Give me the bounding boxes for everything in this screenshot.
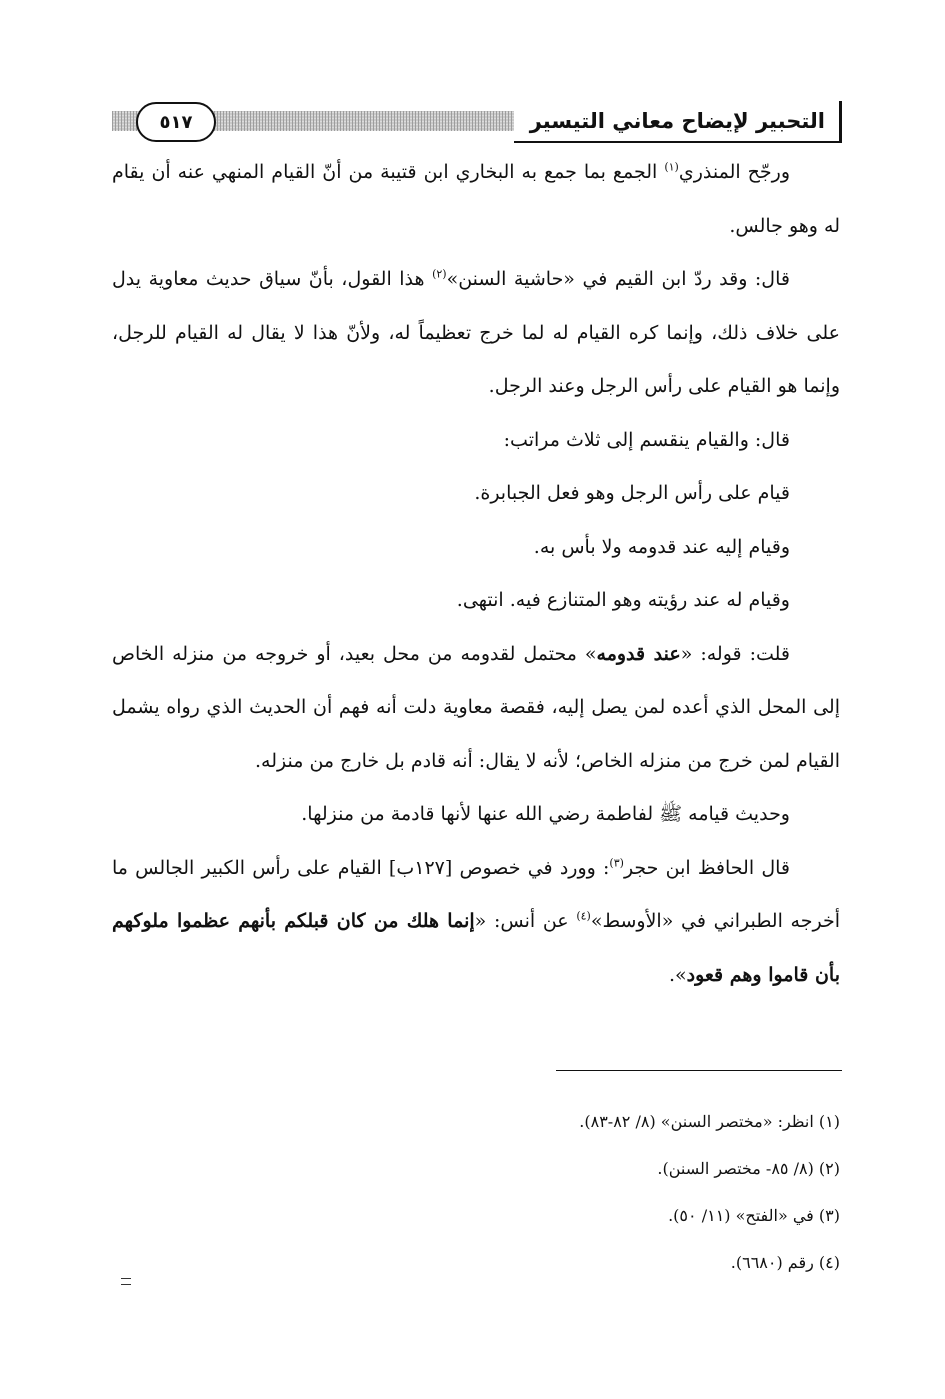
paragraph-9: قال الحافظ ابن حجر$^{(٣)}$: وورد في خصوص [١٢٧ب] القيام على رأس الكبير الجالس ما أخرجه الطبراني في «الأوسط»$^{(٤)}$ عن أنس: «إنما هلك من كان قبلكم بأنهم عظموا ملوكهم بأن قاموا وهم قعود». (112, 856, 840, 986)
footnotes (112, 1098, 840, 1286)
footnote-1: (١) انظر: «مختصر السنن» (٨/ ٨٢-٨٣). (579, 1112, 840, 1131)
hadith-quote: إنما هلك من كان قبلكم بأنهم عظموا ملوكهم بأن قاموا وهم قعود (112, 910, 840, 986)
footnote-4: (٤) رقم (٦٦٨٠). (730, 1253, 840, 1272)
footnote-ref-3: (٣) (609, 856, 624, 870)
running-header (112, 101, 842, 143)
main-text (112, 146, 840, 1002)
paragraph-1: ورجّح المنذري$^{(١)}$ الجمع بما جمع به البخاري ابن قتيبة من أنّ القيام المنهي عنه أن يقام له وهو جالس. (112, 160, 840, 237)
footnote-3: (٣) في «الفتح» (١١/ ٥٠). (668, 1206, 840, 1225)
paragraph-2: قال: وقد ردّ ابن القيم في «حاشية السنن»$^{(٢)}$ هذا القول، بأنّ سياق حديث معاوية يدل على خلاف ذلك، وإنما كره القيام له لما خرج تعظيماً له، ولأنّ هذا لا يقال له القيام للرجل، وإنما هو القيام على رأس الرجل وعند الرجل. (112, 267, 840, 397)
page-number: ٥١٧ (136, 102, 216, 142)
footnote-ref-2: (٢) (432, 267, 447, 281)
footnote-ref-4: (٤) (576, 909, 591, 923)
paragraph-5: وقيام إليه عند قدومه ولا بأس به. (533, 535, 790, 558)
footnote-2: (٢) (٨/ ٨٥- مختصر السنن). (657, 1159, 840, 1178)
paragraph-6: وقيام له عند رؤيته وهو المتنازع فيه. انتهى. (456, 589, 790, 611)
paragraph-4: قيام على رأس الرجل وهو فعل الجبابرة. (474, 482, 790, 504)
paragraph-3: قال: والقيام ينقسم إلى ثلاث مراتب: (503, 428, 790, 451)
footnote-divider (556, 1070, 842, 1071)
paragraph-8: وحديث قيامه ﷺ لفاطمة رضي الله عنها لأنها قادمة من منزلها. (301, 803, 790, 825)
emphasized-quote: عند قدومه (596, 642, 681, 665)
footnote-ref-1: (١) (664, 160, 679, 174)
book-title: التحبير لإيضاح معاني التيسير (514, 101, 842, 143)
paragraph-7: قلت: قوله: «عند قدومه» محتمل لقدومه من محل بعيد، أو خروجه من منزله الخاص إلى المحل الذي أعده لمن يصل إليه، فقصة معاوية دلت أنه فهم أن الحديث الذي رواه يشمل القيام لمن خرج من منزله الخاص؛ لأنه لا يقال: أنه قادم بل خارج من منزله. (112, 642, 840, 772)
print-mark (121, 1278, 131, 1285)
